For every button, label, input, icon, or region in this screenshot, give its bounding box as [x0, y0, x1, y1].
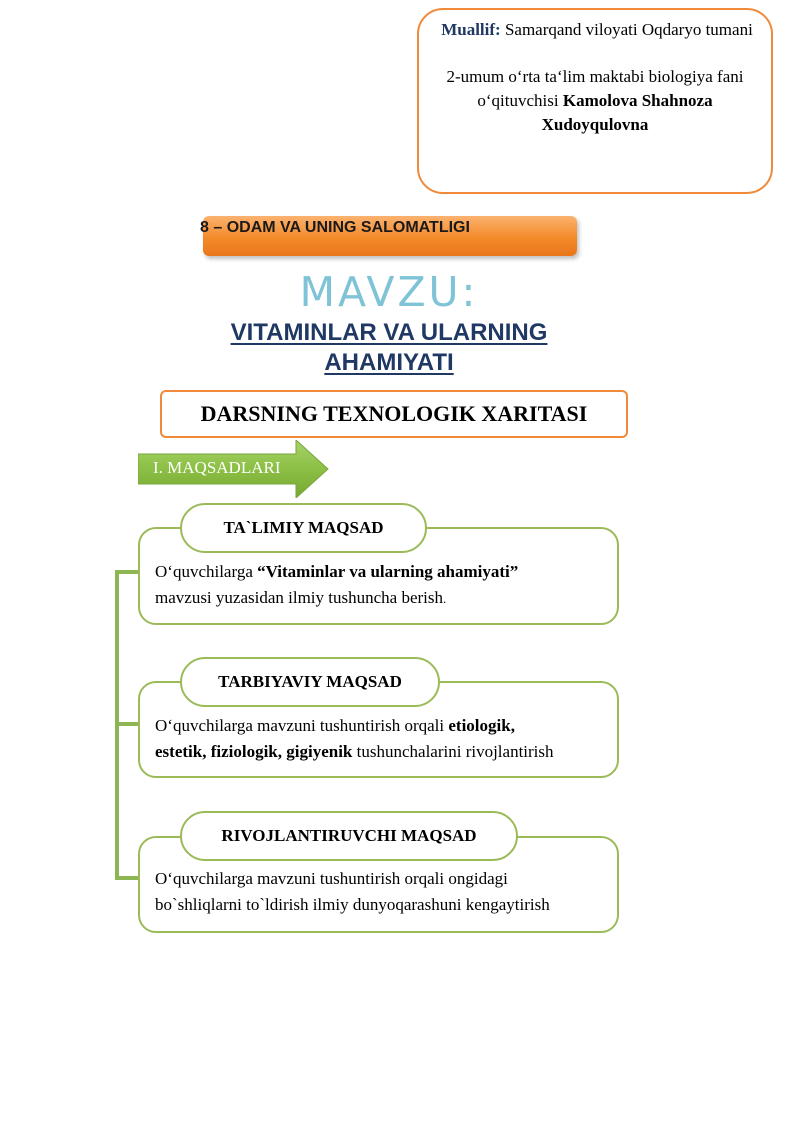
author-box [417, 8, 773, 194]
goal-text-part: tushunchalarini rivojlantirish [352, 742, 554, 761]
author-label: Muallif: [441, 20, 501, 39]
author-school: 2-umum o‘rta ta‘lim maktabi biologiya fani [446, 67, 744, 86]
goals-arrow-label: I. MAQSADLARI [153, 458, 281, 477]
mavzu-heading: MAVZU: [299, 268, 479, 316]
author-location-line [423, 18, 771, 42]
topic-title [0, 318, 778, 378]
goal-text-part: bo`shliqlarni to`ldirish ilmiy dunyoqarashuni kengaytirish [155, 895, 550, 914]
tech-map-title: DARSNING TEXNOLOGIK XARITASI [160, 390, 628, 438]
author-role: o‘qituvchisi [477, 91, 563, 110]
goal-text-developmental [155, 866, 607, 918]
bracket-connector-1 [115, 570, 140, 574]
goal-text-bold: estetik, fiziologik, gigiyenik [155, 742, 353, 761]
grade-banner-text: 8 – ODAM VA UNING SALOMATLIGI [200, 219, 470, 236]
goal-text-part: O‘quvchilarga mavzuni tushuntirish orqali ongidagi [155, 869, 508, 888]
goal-text-period: . [443, 591, 447, 606]
goal-text-educational [155, 559, 607, 612]
goal-text-part: O‘quvchilarga [155, 562, 258, 581]
goal-title-developmental: RIVOJLANTIRUVCHI MAQSAD [180, 811, 518, 861]
author-details [427, 65, 763, 137]
goal-text-bold: etiologik, [448, 716, 515, 735]
bracket-connector-2 [115, 722, 140, 726]
topic-line-2: AHAMIYATI [324, 349, 454, 376]
bracket-connector-3 [115, 876, 140, 880]
topic-line-1: VITAMINLAR VA ULARNING [230, 319, 548, 346]
goal-text-upbringing [155, 713, 607, 765]
author-location: Samarqand viloyati Oqdaryo tumani [500, 20, 753, 39]
goal-title-educational: TA`LIMIY MAQSAD [180, 503, 427, 553]
author-name-last: Xudoyqulovna [541, 115, 649, 134]
goal-title-upbringing: TARBIYAVIY MAQSAD [180, 657, 440, 707]
goal-text-bold: “Vitaminlar va ularning ahamiyati” [257, 562, 519, 581]
author-name-first: Kamolova Shahnoza [562, 91, 713, 110]
goal-text-part: O‘quvchilarga mavzuni tushuntirish orqali [155, 716, 449, 735]
author-role-line [427, 89, 763, 113]
goal-text-part: mavzusi yuzasidan ilmiy tushuncha berish [155, 588, 443, 607]
